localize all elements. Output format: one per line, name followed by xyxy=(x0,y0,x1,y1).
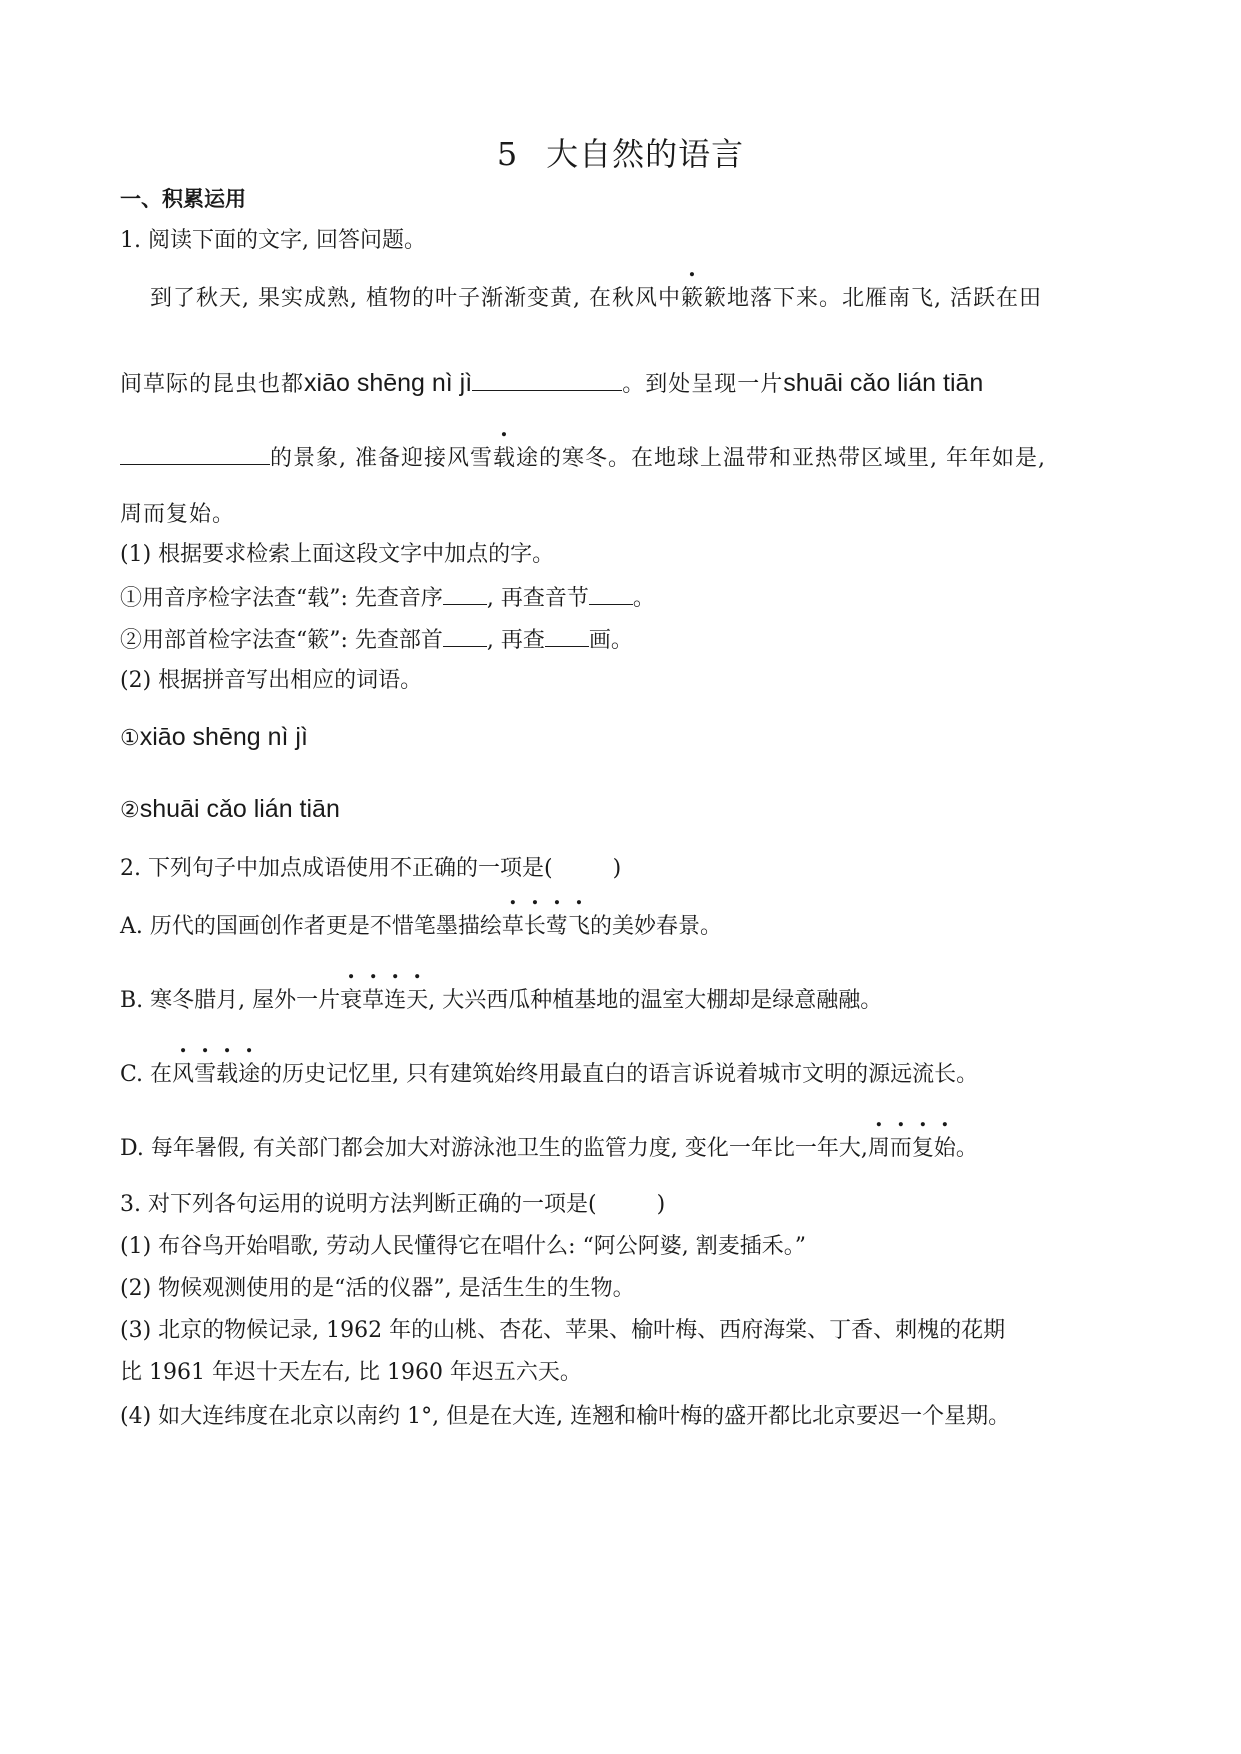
answer-blank[interactable] xyxy=(443,582,487,605)
question-text: , 再查音节 xyxy=(486,586,589,611)
answer-blank[interactable] xyxy=(589,582,633,605)
lesson-number: 5 xyxy=(496,135,519,173)
question-text: 2. 下列句子中加点成语使用不正确的一项是( xyxy=(120,856,553,881)
q2-option-b xyxy=(120,986,882,1016)
option-text: 的历史记忆里, 只有建筑始终用最直白的语言诉说着城市文明的源远流长。 xyxy=(260,1062,979,1087)
pinyin-prompt: xiāo shēng nì jì xyxy=(139,723,308,751)
q1-stem: 1. 阅读下面的文字, 回答问题。 xyxy=(120,228,426,253)
item-marker: ② xyxy=(120,798,140,823)
q2-option-d xyxy=(120,1134,978,1164)
q1-sub2: (2) 根据拼音写出相应的词语。 xyxy=(120,668,423,693)
dotted-char: 载 xyxy=(493,446,517,471)
q3-item-3: (3) 北京的物候记录, 1962 年的山桃、杏花、苹果、榆叶梅、西府海棠、丁香、刺槐的花期 xyxy=(120,1318,1006,1343)
dotted-char: 始 xyxy=(933,1136,956,1161)
passage-line-3 xyxy=(120,442,1046,474)
passage-text: 。到处呈现一片 xyxy=(622,372,784,397)
passage-text: 的景象, 准备迎接风雪 xyxy=(270,446,493,471)
pinyin-prompt: xiāo shēng nì jì xyxy=(304,369,473,397)
question-text: , 再查 xyxy=(486,628,545,653)
q1-sub2-a xyxy=(120,722,308,754)
q1-sub1-b xyxy=(120,624,633,656)
q2-option-c xyxy=(120,1060,978,1090)
dotted-char: 复 xyxy=(911,1136,934,1161)
item-marker: ① xyxy=(120,726,140,751)
dotted-char: 风 xyxy=(172,1062,195,1087)
q3-item-3-cont: 比 1961 年迟十天左右, 比 1960 年迟五六天。 xyxy=(120,1360,582,1385)
q3-stem xyxy=(120,1190,665,1220)
question-text: ) xyxy=(612,856,622,881)
q2-stem xyxy=(120,854,621,884)
dotted-char: 途 xyxy=(238,1062,261,1087)
passage-text: 簌地落下来。北雁南飞, 活跃在田 xyxy=(703,286,1042,311)
q2-option-a xyxy=(120,912,722,942)
passage-line-1 xyxy=(150,284,1042,314)
passage-line-2 xyxy=(120,368,983,400)
option-text: C. 在 xyxy=(120,1062,173,1087)
passage-text: 间草际的昆虫也都 xyxy=(120,372,305,397)
option-text: , 大兴西瓜种植基地的温室大棚却是绿意融融。 xyxy=(428,988,883,1013)
option-text: D. 每年暑假, 有关部门都会加大对游泳池卫生的监管力度, 变化一年比一年大, xyxy=(120,1136,868,1161)
option-text: 的美妙春景。 xyxy=(589,914,722,939)
question-text: ①用音序检字法查“载”: 先查音序 xyxy=(120,586,443,611)
answer-blank[interactable] xyxy=(443,624,487,647)
passage-text: 途的寒冬。在地球上温带和亚热带区域里, 年年如是, xyxy=(516,446,1046,471)
dotted-char: 飞 xyxy=(567,914,590,939)
pinyin-prompt: shuāi cǎo lián tiān xyxy=(139,795,340,823)
question-text: ) xyxy=(656,1192,666,1217)
dotted-char: 载 xyxy=(216,1062,239,1087)
answer-blank[interactable] xyxy=(545,624,589,647)
question-text: 3. 对下列各句运用的说明方法判断正确的一项是( xyxy=(120,1192,597,1217)
page-title xyxy=(0,134,1241,174)
q3-item-4: (4) 如大连纬度在北京以南约 1°, 但是在大连, 连翘和榆叶梅的盛开都比北京要迟一个星期。 xyxy=(120,1404,1011,1429)
option-text: B. 寒冬腊月, 屋外一片 xyxy=(120,988,341,1013)
dotted-char: 莺 xyxy=(545,914,568,939)
dotted-char: 雪 xyxy=(194,1062,217,1087)
dotted-char: 周 xyxy=(867,1136,890,1161)
lesson-title: 大自然的语言 xyxy=(546,135,745,173)
dotted-char: 连 xyxy=(384,988,407,1013)
dotted-char: 而 xyxy=(889,1136,912,1161)
section-heading: 一、积累运用 xyxy=(120,187,246,211)
dotted-char: 草 xyxy=(501,914,524,939)
answer-blank[interactable] xyxy=(120,442,270,465)
option-text: 。 xyxy=(955,1136,978,1161)
dotted-char: 长 xyxy=(523,914,546,939)
q1-sub1-a xyxy=(120,582,655,614)
q3-item-2: (2) 物候观测使用的是“活的仪器”, 是活生生的生物。 xyxy=(120,1276,635,1301)
question-text: 画。 xyxy=(588,628,633,653)
q1-sub1: (1) 根据要求检索上面这段文字中加点的字。 xyxy=(120,542,555,567)
dotted-char: 衰 xyxy=(340,988,363,1013)
answer-blank[interactable] xyxy=(472,368,622,391)
question-text: 。 xyxy=(632,586,655,611)
dotted-char: 天 xyxy=(406,988,429,1013)
passage-text: 到了秋天, 果实成熟, 植物的叶子渐渐变黄, 在秋风中 xyxy=(150,286,681,311)
pinyin-prompt: shuāi cǎo lián tiān xyxy=(783,369,984,397)
dotted-char: 草 xyxy=(362,988,385,1013)
dotted-char: 簌 xyxy=(680,286,704,311)
option-text: A. 历代的国画创作者更是不惜笔墨描绘 xyxy=(120,914,502,939)
passage-line-4: 周而复始。 xyxy=(120,502,236,527)
q1-sub2-b xyxy=(120,794,340,826)
question-text: ②用部首检字法查“簌”: 先查部首 xyxy=(120,628,443,653)
q3-item-1: (1) 布谷鸟开始唱歌, 劳动人民懂得它在唱什么: “阿公阿婆, 割麦插禾。” xyxy=(120,1234,807,1259)
